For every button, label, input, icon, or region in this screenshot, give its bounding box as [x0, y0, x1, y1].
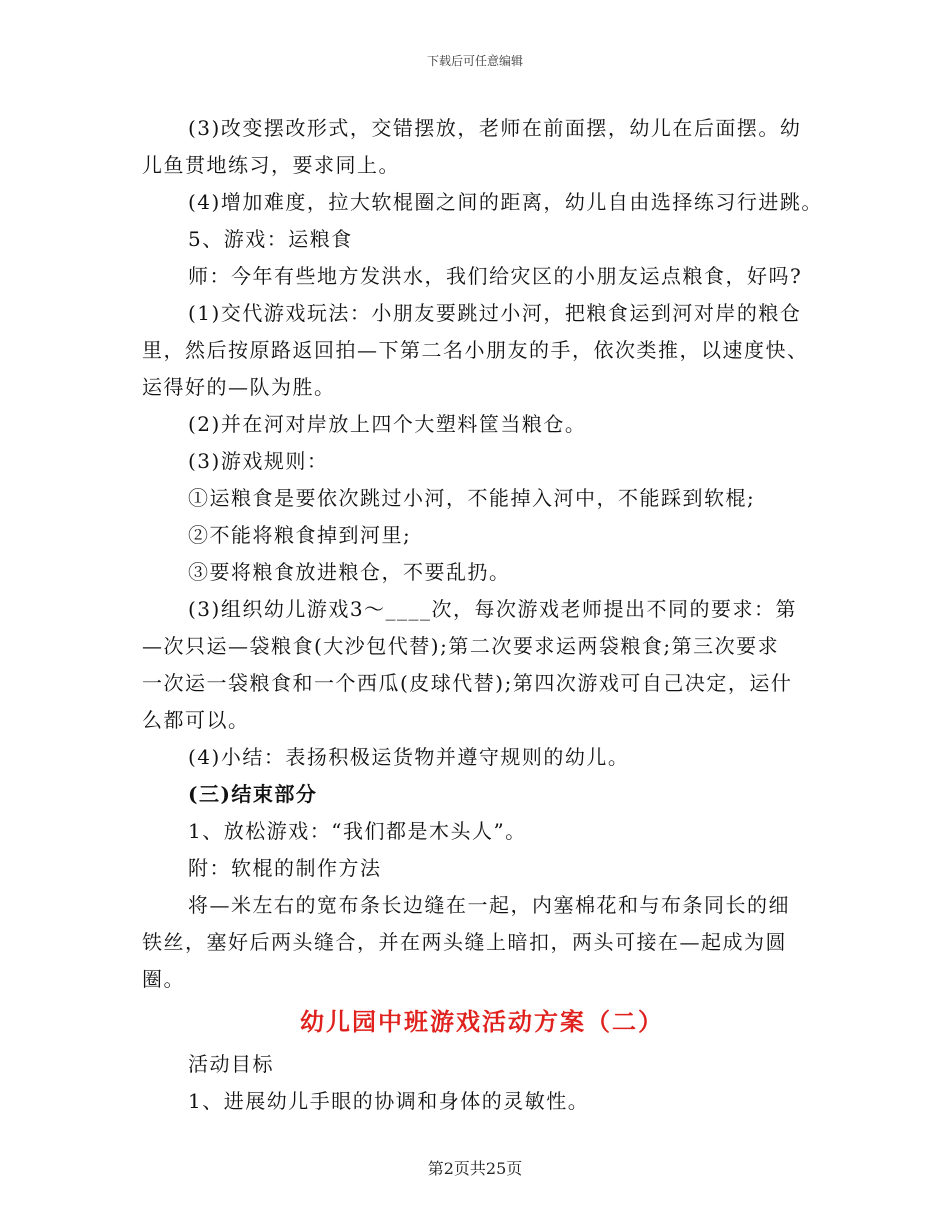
paragraph-line: 一次运一袋粮食和一个西瓜(皮球代替);第四次游戏可自己决定，运什	[142, 671, 793, 695]
paragraph-line: 将—米左右的宽布条长边缝在一起，内塞棉花和与布条同长的细	[188, 893, 790, 917]
paragraph-line: 圈。	[142, 967, 185, 991]
paragraph-line: 师：今年有些地方发洪水，我们给灾区的小朋友运点粮食，好吗?	[188, 264, 803, 288]
paragraph-line: ③要将粮食放进粮仓，不要乱扔。	[188, 560, 511, 584]
paragraph-line: 1、放松游戏：“我们都是木头人”。	[188, 819, 527, 843]
paragraph-line: (1)交代游戏玩法：小朋友要跳过小河，把粮食运到河对岸的粮仓	[188, 301, 802, 325]
paragraph-line: (4)增加难度，拉大软棍圈之间的距离，幼儿自由选择练习行进跳。	[188, 190, 823, 214]
page-header: 下载后可任意编辑	[426, 54, 523, 68]
paragraph-line: (3)改变摆改形式，交错摆放，老师在前面摆，幼儿在后面摆。幼	[188, 116, 802, 140]
page-footer: 第2页共25页	[427, 1159, 523, 1178]
paragraph-line: (2)并在河对岸放上四个大塑料筐当粮仓。	[188, 412, 587, 436]
paragraph-line: 么都可以。	[142, 708, 250, 732]
paragraph-line: 运得好的—队为胜。	[142, 375, 336, 399]
paragraph-line: ①运粮食是要依次跳过小河，不能掉入河中，不能踩到软棍;	[188, 486, 756, 510]
paragraph-line: ②不能将粮食掉到河里;	[188, 523, 412, 547]
paragraph-line: 活动目标	[188, 1052, 274, 1076]
paragraph-line: 儿鱼贯地练习，要求同上。	[142, 153, 400, 177]
paragraph-line: 1、进展幼儿手眼的协调和身体的灵敏性。	[188, 1089, 590, 1113]
paragraph-line: 5、游戏：运粮食	[188, 227, 353, 251]
section-title: 幼儿园中班游戏活动方案（二）	[300, 1007, 664, 1036]
paragraph-line: (3)游戏规则：	[188, 449, 329, 473]
paragraph-line: 附：软棍的制作方法	[188, 856, 382, 880]
subsection-heading: (三)结束部分	[188, 782, 318, 806]
paragraph-line: 里，然后按原路返回拍—下第二名小朋友的手，依次类推，以速度快、	[142, 338, 809, 362]
paragraph-line: —次只运—袋粮食(大沙包代替);第二次要求运两袋粮食;第三次要求	[142, 634, 780, 658]
paragraph-line: (3)组织幼儿游戏3～____次，每次游戏老师提出不同的要求：第	[188, 597, 798, 621]
paragraph-line: 铁丝，塞好后两头缝合，并在两头缝上暗扣，两头可接在—起成为圆	[142, 930, 787, 954]
paragraph-line: (4)小结：表扬积极运货物并遵守规则的幼儿。	[188, 745, 630, 769]
document-body	[142, 110, 822, 1120]
